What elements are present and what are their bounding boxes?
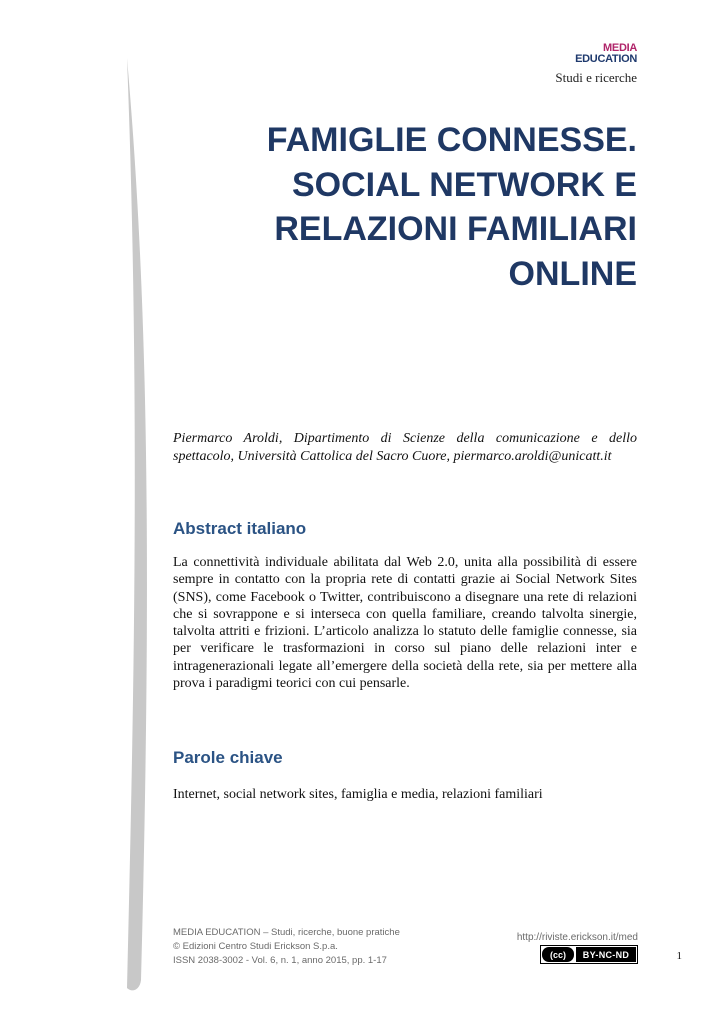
- cc-license-label: BY-NC-ND: [576, 947, 636, 962]
- footer-info: [173, 926, 400, 968]
- abstract-heading: Abstract italiano: [173, 519, 307, 538]
- journal-url[interactable]: http://riviste.erickson.it/med: [516, 932, 638, 943]
- title-line: SOCIAL NETWORK E: [291, 165, 637, 204]
- title-line: FAMIGLIE CONNESSE.: [266, 121, 637, 159]
- keywords-heading: Parole chiave: [173, 748, 283, 767]
- logo-line-media: MEDIA: [603, 42, 637, 54]
- footer-publisher: © Edizioni Centro Studi Erickson S.p.a.: [173, 941, 338, 952]
- logo-line-education: EDUCATION: [575, 53, 637, 65]
- abstract-text: La connettività individuale abilitata dal Web 2.0, unita alla possibilità di essere sempre in contatto con la propria rete di contatti grazie ai Social Network Sites (SNS), come Facebook o Twitter, contribuiscono a disegnare una rete di relazioni che si sovrappone e si interseca con quella familiare, creando talvolta sinergie, talvolta attriti e frizioni. L’articolo analizza lo statuto delle famiglie connesse, sia per verificare le trasformazioni in corso sul piano delle relazioni inter e intragenerazionali legate all’emergere della società della rete, sia per mettere alla prova i paradigmi teorici con cui pensarle.: [173, 555, 637, 692]
- cc-license-badge[interactable]: [540, 945, 638, 964]
- footer-issn: ISSN 2038-3002 - Vol. 6, n. 1, anno 2015, pp. 1-17: [173, 955, 387, 966]
- keywords-text: Internet, social network sites, famiglia e media, relazioni familiari: [173, 787, 543, 802]
- footer-journal: MEDIA EDUCATION – Studi, ricerche, buone pratiche: [173, 927, 400, 938]
- media-education-logo: [575, 43, 637, 65]
- section-label: Studi e ricerche: [555, 70, 637, 85]
- page-number: 1: [676, 950, 682, 962]
- title-line: ONLINE: [508, 254, 637, 293]
- article-title: [157, 118, 637, 296]
- title-line: RELAZIONI FAMILIARI: [274, 210, 637, 248]
- author-affiliation: Piermarco Aroldi, Dipartimento di Scienze della comunicazione e dello spettacolo, Università Cattolica del Sacro Cuore, piermarco.aroldi@unicatt.it: [173, 431, 637, 464]
- cc-icon: (cc): [542, 947, 574, 962]
